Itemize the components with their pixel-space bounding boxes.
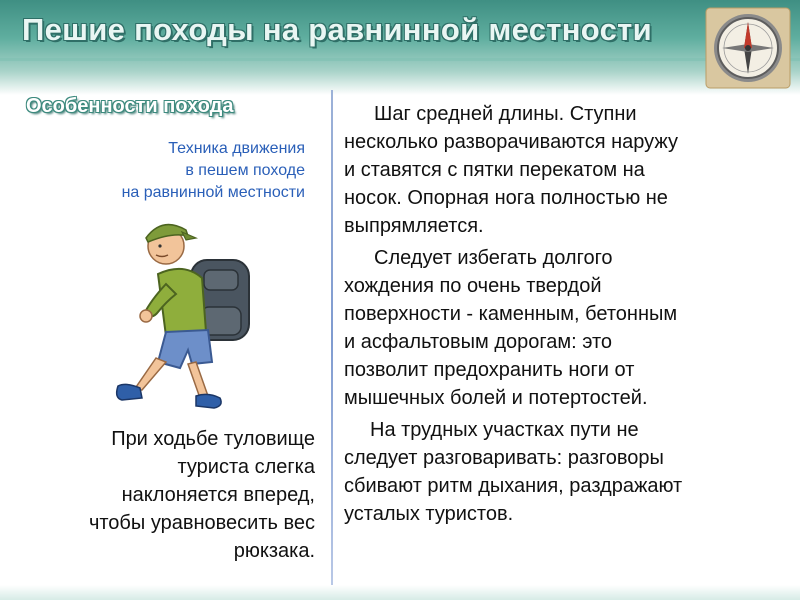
caption-line: чтобы уравновесить вес	[88, 512, 315, 534]
text-line: выпрямляется.	[344, 215, 484, 237]
left-caption	[10, 425, 315, 565]
slide-title: Пешие походы на равнинной местности	[22, 12, 652, 47]
text-line: Шаг средней длины. Ступни	[374, 103, 637, 125]
hiker-illustration	[96, 212, 266, 427]
paragraph-2	[344, 244, 792, 412]
paragraph-3	[344, 416, 792, 528]
column-divider	[331, 90, 333, 585]
text-line: усталых туристов.	[344, 503, 514, 525]
text-line: сбивают ритм дыхания, раздражают	[344, 475, 683, 497]
section-title: Особенности похода	[26, 95, 234, 117]
caption-line: рюкзака.	[233, 540, 315, 562]
text-line: следует разговаривать: разговоры	[344, 447, 664, 469]
text-line: и ставятся с пятки перекатом на	[344, 159, 645, 181]
compass-icon	[704, 4, 792, 92]
text-line: хождения по очень твердой	[344, 275, 602, 297]
text-line: позволит предохранить ноги от	[344, 359, 635, 381]
subtitle	[30, 138, 305, 204]
text-line: несколько разворачиваются наружу	[344, 131, 678, 153]
text-line: мышечных болей и потертостей.	[344, 387, 648, 409]
text-line: поверхности - каменным, бетонным	[344, 303, 678, 325]
header-strip	[0, 58, 800, 61]
caption-line: При ходьбе туловище	[111, 428, 315, 450]
text-line: и асфальтовым дорогам: это	[344, 331, 613, 353]
caption-line: туриста слегка	[177, 456, 315, 478]
paragraph-1	[344, 100, 792, 240]
text-line: носок. Опорная нога полностью не	[344, 187, 668, 209]
subtitle-line: на равнинной местности	[121, 184, 305, 201]
footer-strip	[0, 585, 800, 600]
text-line: Следует избегать долгого	[374, 247, 613, 269]
body-text	[344, 100, 792, 528]
text-line: На трудных участках пути не	[370, 419, 639, 441]
caption-line: наклоняется вперед,	[121, 484, 315, 506]
subtitle-line: в пешем походе	[185, 162, 305, 179]
subtitle-line: Техника движения	[168, 140, 305, 157]
